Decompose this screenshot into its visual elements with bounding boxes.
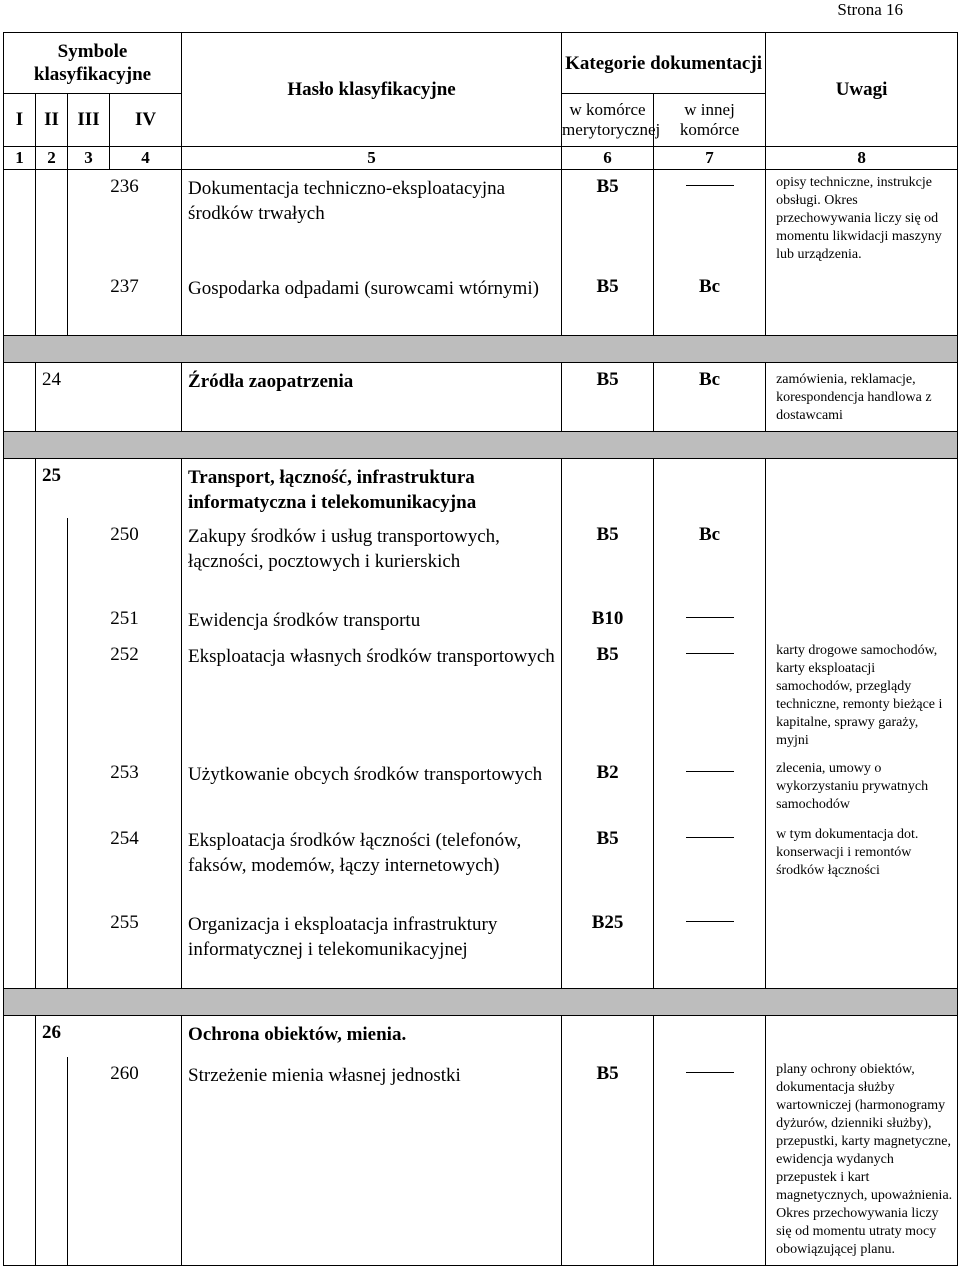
row-title: Eksploatacja własnych środków transportowych	[182, 638, 562, 756]
header-haslo: Hasło klasyfikacyjne	[182, 33, 562, 147]
table-row-26	[4, 1015, 958, 1057]
table-row-25	[4, 458, 958, 518]
row-code: 252	[68, 638, 182, 756]
row-title: Użytkowanie obcych środków transportowych	[182, 756, 562, 822]
row-note: zamówienia, reklamacje, korespondencja handlowa z dostawcami	[766, 362, 958, 431]
header-level-4: IV	[110, 94, 182, 147]
colnum-2: 2	[36, 147, 68, 170]
row-category-merytoryczna: B5	[562, 1057, 654, 1266]
row-category-merytoryczna: B10	[562, 602, 654, 638]
row-code: 260	[68, 1057, 182, 1266]
header-kategorie: Kategorie dokumentacji	[562, 33, 766, 94]
row-code: 253	[68, 756, 182, 822]
row-title: Strzeżenie mienia własnej jednostki	[182, 1057, 562, 1266]
header-level-3: III	[68, 94, 110, 147]
row-note	[766, 270, 958, 335]
dash-mark	[686, 617, 734, 618]
row-code: 236	[68, 170, 182, 271]
row-title: Ochrona obiektów, mienia.	[182, 1015, 562, 1057]
colnum-3: 3	[68, 147, 110, 170]
section-separator	[4, 431, 958, 458]
colnum-6: 6	[562, 147, 654, 170]
table-row-253	[4, 756, 958, 822]
row-title: Organizacja i eksploatacja infrastruktury informatycznej i telekomunikacyjnej	[182, 906, 562, 988]
header-uwagi: Uwagi	[766, 33, 958, 147]
page-number: Strona 16	[837, 0, 903, 19]
header-symbols: Symbole klasyfikacyjne	[4, 33, 182, 94]
dash-mark	[686, 1072, 734, 1073]
section-separator	[4, 335, 958, 362]
section-separator	[4, 988, 958, 1015]
dash-mark	[686, 185, 734, 186]
row-code: 24	[36, 362, 182, 431]
row-category-merytoryczna: B5	[562, 518, 654, 602]
colnum-8: 8	[766, 147, 958, 170]
table-row-260	[4, 1057, 958, 1266]
row-category-merytoryczna: B25	[562, 906, 654, 988]
dash-mark	[686, 771, 734, 772]
row-code: 26	[36, 1015, 182, 1057]
row-title: Gospodarka odpadami (surowcami wtórnymi)	[182, 270, 562, 335]
row-code: 254	[68, 822, 182, 906]
row-code: 255	[68, 906, 182, 988]
row-category-inna	[654, 170, 766, 271]
row-category-merytoryczna: B5	[562, 270, 654, 335]
header-merytoryczna: w komórce merytorycznej	[562, 94, 654, 147]
row-code: 237	[68, 270, 182, 335]
row-category-merytoryczna: B5	[562, 822, 654, 906]
header-level-1: I	[4, 94, 36, 147]
row-category-inna	[654, 638, 766, 756]
row-note: plany ochrony obiektów, dokumentacja służby wartowniczej (harmonogramy dyżurów, dzienniki służby), przepustki, karty magnetyczne, ewidencja wydanych przepustek i kart magnetycznych, upoważnienia. Okres przechowywania liczy się od momentu utraty mocy obowiązującej planu.	[766, 1057, 958, 1266]
row-code: 25	[36, 458, 182, 518]
row-category-merytoryczna: B2	[562, 756, 654, 822]
row-note: zlecenia, umowy o wykorzystaniu prywatnych samochodów	[766, 756, 958, 822]
row-category-inna	[654, 756, 766, 822]
table-row-251	[4, 602, 958, 638]
colnum-5: 5	[182, 147, 562, 170]
row-category-merytoryczna: B5	[562, 638, 654, 756]
row-note: w tym dokumentacja dot. konserwacji i remontów środków łączności	[766, 822, 958, 906]
header-inna: w innej komórce	[654, 94, 766, 147]
row-note: opisy techniczne, instrukcje obsługi. Okres przechowywania liczy się od momentu likwidacji maszyny lub urządzenia.	[766, 170, 958, 271]
dash-mark	[686, 837, 734, 838]
table-row-255	[4, 906, 958, 988]
row-category-merytoryczna: B5	[562, 362, 654, 431]
row-title: Ewidencja środków transportu	[182, 602, 562, 638]
row-title: Zakupy środków i usług transportowych, łączności, pocztowych i kurierskich	[182, 518, 562, 602]
dash-mark	[686, 921, 734, 922]
table-row-254	[4, 822, 958, 906]
table-row-24	[4, 362, 958, 431]
table-row-237	[4, 270, 958, 335]
row-note	[766, 518, 958, 602]
table-row-250	[4, 518, 958, 602]
row-code: 250	[68, 518, 182, 602]
colnum-7: 7	[654, 147, 766, 170]
row-category-inna	[654, 602, 766, 638]
row-title: Źródła zaopatrzenia	[182, 362, 562, 431]
row-category-inna: Bc	[654, 518, 766, 602]
table-row-252	[4, 638, 958, 756]
dash-mark	[686, 653, 734, 654]
colnum-1: 1	[4, 147, 36, 170]
row-title: Eksploatacja środków łączności (telefonów, faksów, modemów, łączy internetowych)	[182, 822, 562, 906]
row-title: Transport, łączność, infrastruktura informatyczna i telekomunikacyjna	[182, 458, 562, 518]
row-note: karty drogowe samochodów, karty eksploatacji samochodów, przeglądy techniczne, remonty bieżące i kapitalne, sprawy garaży, myjni	[766, 638, 958, 756]
row-category-inna: Bc	[654, 270, 766, 335]
row-category-merytoryczna: B5	[562, 170, 654, 271]
row-category-inna	[654, 822, 766, 906]
row-title: Dokumentacja techniczno-eksploatacyjna środków trwałych	[182, 170, 562, 271]
header-level-2: II	[36, 94, 68, 147]
row-code: 251	[68, 602, 182, 638]
table-row-236	[4, 170, 958, 271]
row-note	[766, 602, 958, 638]
classification-table	[3, 32, 958, 1266]
row-category-inna	[654, 1057, 766, 1266]
colnum-4: 4	[110, 147, 182, 170]
row-note	[766, 906, 958, 988]
row-category-inna: Bc	[654, 362, 766, 431]
row-category-inna	[654, 906, 766, 988]
